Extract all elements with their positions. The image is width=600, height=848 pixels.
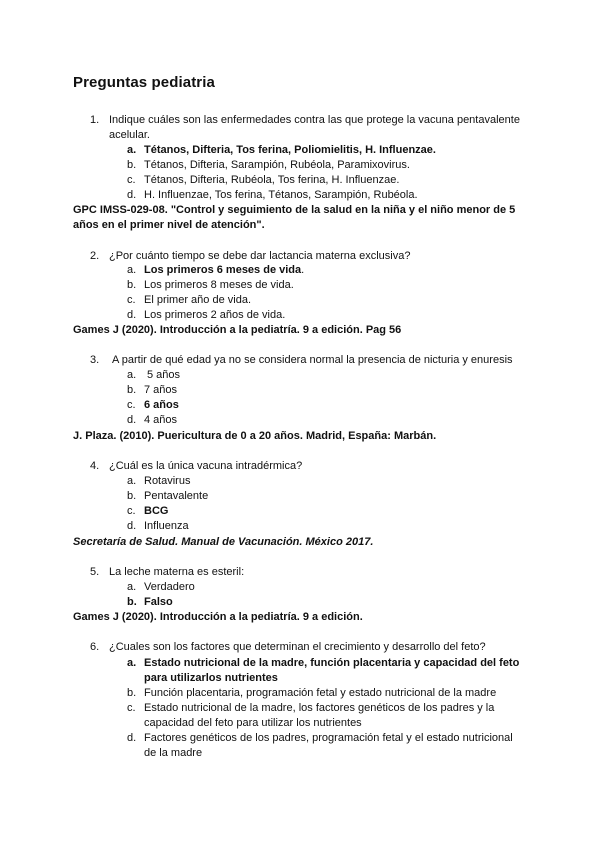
question-4-options xyxy=(127,474,527,534)
option: b. 7 años xyxy=(127,384,178,396)
option: c. Estado nutricional de la madre, los factores genéticos de los padres y la capacidad del feto para utilizar los nutrientes xyxy=(127,702,495,729)
reference-5: Games J (2020). Introducción a la pediatría. 9 a edición. xyxy=(73,611,363,623)
question-number: 3. xyxy=(90,354,100,366)
option: b. Pentavalente xyxy=(127,490,209,502)
question-text: ¿Por cuánto tiempo se debe dar lactancia materna exclusiva? xyxy=(109,250,411,262)
question-number: 1. xyxy=(90,114,100,126)
question-5 xyxy=(90,565,530,580)
option: a. Rotavirus xyxy=(127,475,191,487)
option-correct: a. Los primeros 6 meses de vida. xyxy=(127,264,305,276)
question-number: 6. xyxy=(90,641,100,653)
option: d. Los primeros 2 años de vida. xyxy=(127,309,286,321)
option: d. Influenza xyxy=(127,520,189,532)
option: d. Factores genéticos de los padres, programación fetal y el estado nutricional de la madre xyxy=(127,732,513,759)
reference-2: Games J (2020). Introducción a la pediatría. 9 a edición. Pag 56 xyxy=(73,324,402,336)
page-title: Preguntas pediatria xyxy=(73,74,215,91)
option-correct: c. 6 años xyxy=(127,399,179,411)
option: d. 4 años xyxy=(127,414,178,426)
reference-4: Secretaría de Salud. Manual de Vacunación. México 2017. xyxy=(73,536,374,548)
option: b. Tétanos, Difteria, Sarampión, Rubéola, Paramixovirus. xyxy=(127,159,410,171)
question-5-options xyxy=(127,580,527,610)
question-2-options xyxy=(127,263,527,323)
option-correct: a. Tétanos, Difteria, Tos ferina, Poliomielitis, H. Influenzae. xyxy=(127,144,436,156)
option-correct: b. Falso xyxy=(127,596,173,608)
question-number: 4. xyxy=(90,460,100,472)
reference-3: J. Plaza. (2010). Puericultura de 0 a 20 años. Madrid, España: Marbán. xyxy=(73,430,437,442)
question-number: 5. xyxy=(90,566,100,578)
option: a. 5 años xyxy=(127,369,181,381)
question-text: ¿Cuál es la única vacuna intradérmica? xyxy=(109,460,303,472)
option: d. H. Influenzae, Tos ferina, Tétanos, Sarampión, Rubéola. xyxy=(127,189,418,201)
question-text: ¿Cuales son los factores que determinan el crecimiento y desarrollo del feto? xyxy=(109,641,486,653)
question-3-options xyxy=(127,368,527,428)
question-text: Indique cuáles son las enfermedades contra las que protege la vacuna pentavalente acelular. xyxy=(109,114,520,141)
option: a. Verdadero xyxy=(127,581,195,593)
option: b. Los primeros 8 meses de vida. xyxy=(127,279,294,291)
question-text: La leche materna es esteril: xyxy=(109,566,245,578)
question-1-options xyxy=(127,143,527,203)
question-2 xyxy=(90,249,530,264)
option: c. El primer año de vida. xyxy=(127,294,251,306)
question-text: A partir de qué edad ya no se considera normal la presencia de nicturia y enuresis xyxy=(112,354,513,366)
option-correct: a. Estado nutricional de la madre, función placentaria y capacidad del feto para utilizarlos nutrientes xyxy=(127,657,520,684)
question-1 xyxy=(90,113,530,143)
question-6 xyxy=(90,640,530,655)
question-3 xyxy=(90,353,530,368)
question-6-options xyxy=(127,656,522,761)
option-correct: c. BCG xyxy=(127,505,169,517)
question-number: 2. xyxy=(90,250,100,262)
question-4 xyxy=(90,459,530,474)
option: c. Tétanos, Difteria, Rubéola, Tos ferina, H. Influenzae. xyxy=(127,174,400,186)
option: b. Función placentaria, programación fetal y estado nutricional de la madre xyxy=(127,687,497,699)
reference-1: GPC IMSS-029-08. "Control y seguimiento de la salud en la niña y el niño menor de 5 años en el primer nivel de atención". xyxy=(73,204,516,231)
